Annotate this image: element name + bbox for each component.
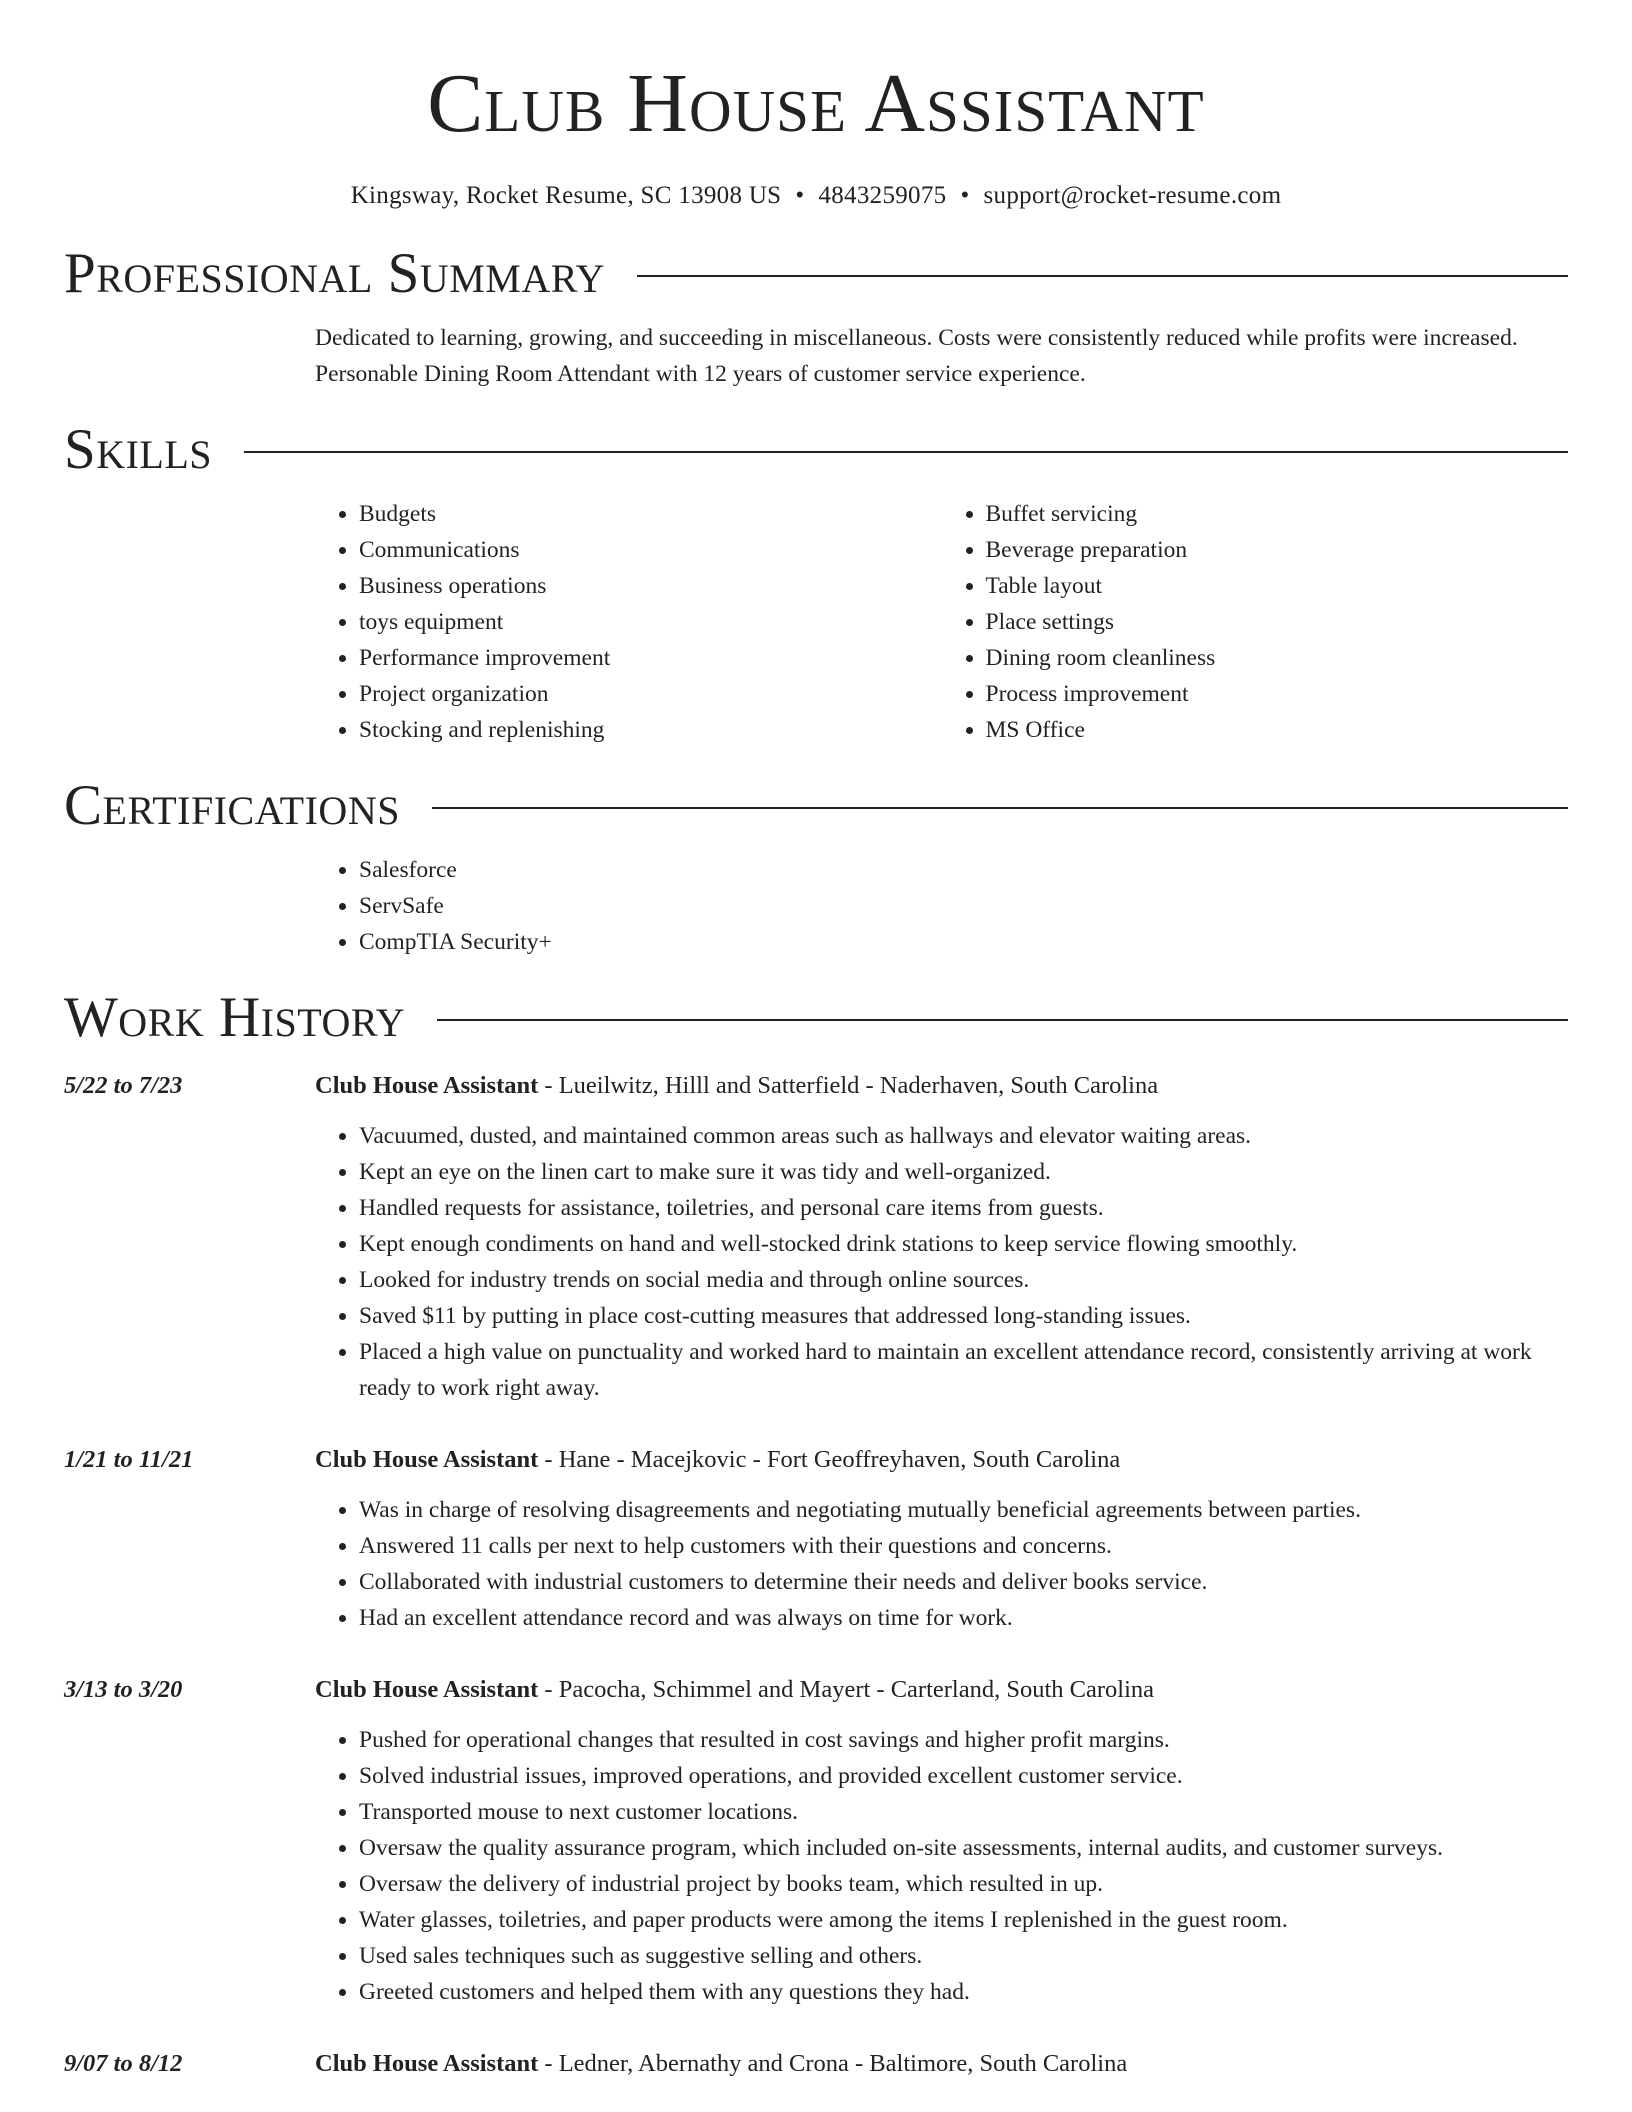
certifications-section-title: Certifications [64, 774, 400, 837]
job-bullet: • Looked for industry trends on social media and through online sources. [359, 1262, 1568, 1298]
skills-list [315, 496, 1568, 748]
job-details: - Hane - Macejkovic - Fort Geoffreyhaven, South Carolina [538, 1446, 1121, 1473]
contact-separator: • [960, 182, 970, 209]
job-entry [64, 1442, 1568, 1636]
skills-left-column [315, 496, 942, 748]
skills-section-title: Skills [64, 418, 213, 481]
skill-item: • Communications [359, 532, 942, 568]
job-bullets [315, 1492, 1568, 1636]
job-bullet: • Water glasses, toiletries, and paper products were among the items I replenished in the guest room. [359, 1902, 1568, 1938]
job-heading [315, 1672, 1154, 1708]
section-divider [244, 451, 1568, 453]
job-heading [315, 1068, 1158, 1104]
job-header [64, 1672, 1568, 1708]
work-section-title: Work History [64, 986, 406, 1049]
job-heading [315, 2046, 1127, 2082]
contact-email: support@rocket-resume.com [983, 182, 1282, 209]
section-divider [437, 1019, 1568, 1021]
job-header [64, 1068, 1568, 1104]
job-header [64, 2046, 1568, 2082]
certification-item: • CompTIA Security+ [359, 924, 1568, 960]
skill-item: • toys equipment [359, 604, 942, 640]
job-bullet: • Was in charge of resolving disagreements and negotiating mutually beneficial agreements between parties. [359, 1492, 1568, 1528]
job-bullet: • Kept enough condiments on hand and well-stocked drink stations to keep service flowing smoothly. [359, 1226, 1568, 1262]
job-details: - Pacocha, Schimmel and Mayert - Carterland, South Carolina [538, 1676, 1155, 1703]
skill-item: • Performance improvement [359, 640, 942, 676]
job-bullet: • Oversaw the delivery of industrial project by books team, which resulted in up. [359, 1866, 1568, 1902]
job-bullet: • Used sales techniques such as suggestive selling and others. [359, 1938, 1568, 1974]
section-divider [432, 807, 1568, 809]
job-title: Club House Assistant [315, 1676, 539, 1703]
job-entry [64, 1672, 1568, 2010]
job-bullet: • Kept an eye on the linen cart to make sure it was tidy and well-organized. [359, 1154, 1568, 1190]
work-section-header [64, 986, 1568, 1050]
job-bullet: • Oversaw the quality assurance program, which included on-site assessments, internal audits, and customer surveys. [359, 1830, 1568, 1866]
skill-item: • Place settings [986, 604, 1569, 640]
job-bullet: • Answered 11 calls per next to help customers with their questions and concerns. [359, 1528, 1568, 1564]
job-bullet: • Placed a high value on punctuality and worked hard to maintain an excellent attendance record, consistently arriving at work ready to work right away. [359, 1334, 1568, 1406]
job-bullet: • Handled requests for assistance, toiletries, and personal care items from guests. [359, 1190, 1568, 1226]
job-bullet: • Saved $11 by putting in place cost-cutting measures that addressed long-standing issues. [359, 1298, 1568, 1334]
skill-item: • Beverage preparation [986, 532, 1569, 568]
job-bullet: • Pushed for operational changes that resulted in cost savings and higher profit margins. [359, 1722, 1568, 1758]
skill-item: • Table layout [986, 568, 1569, 604]
job-bullet: • Collaborated with industrial customers to determine their needs and deliver books service. [359, 1564, 1568, 1600]
job-bullet: • Transported mouse to next customer locations. [359, 1794, 1568, 1830]
skills-right-column [942, 496, 1569, 748]
skill-item: • Business operations [359, 568, 942, 604]
certification-item: • ServSafe [359, 888, 1568, 924]
job-details: - Lueilwitz, Hilll and Satterfield - Naderhaven, South Carolina [538, 1072, 1159, 1099]
resume-name: Club House Assistant [427, 57, 1205, 150]
summary-section-title: Professional Summary [64, 242, 606, 305]
skill-item: • Budgets [359, 496, 942, 532]
job-bullets [315, 1118, 1568, 1406]
job-dates: 1/21 to 11/21 [64, 1446, 194, 1473]
certifications-section-header [64, 774, 1568, 838]
summary-section-header [64, 242, 1568, 306]
contact-separator: • [795, 182, 805, 209]
skill-item: • Stocking and replenishing [359, 712, 942, 748]
job-title: Club House Assistant [315, 2050, 539, 2077]
job-title: Club House Assistant [315, 1072, 539, 1099]
skill-item: • Buffet servicing [986, 496, 1569, 532]
job-dates: 5/22 to 7/23 [64, 1072, 183, 1099]
job-heading [315, 1442, 1120, 1478]
job-title: Club House Assistant [315, 1446, 539, 1473]
certifications-items [315, 852, 1568, 960]
skills-section-header [64, 418, 1568, 482]
job-bullet: • Greeted customers and helped them with any questions they had. [359, 1974, 1568, 2010]
summary-text: Dedicated to learning, growing, and succeeding in miscellaneous. Costs were consistently reduced while profits were increased. Personable Dining Room Attendant with 12 years of customer service experience. [315, 325, 1518, 387]
job-entry [64, 1068, 1568, 1406]
contact-phone: 4843259075 [818, 182, 947, 209]
job-dates: 9/07 to 8/12 [64, 2050, 183, 2077]
job-header [64, 1442, 1568, 1478]
skill-item: • MS Office [986, 712, 1569, 748]
job-details: - Ledner, Abernathy and Crona - Baltimore, South Carolina [538, 2050, 1128, 2077]
skill-item: • Project organization [359, 676, 942, 712]
contact-address: Kingsway, Rocket Resume, SC 13908 US [350, 182, 782, 209]
skill-item: • Dining room cleanliness [986, 640, 1569, 676]
certification-item: • Salesforce [359, 852, 1568, 888]
job-bullet: • Solved industrial issues, improved operations, and provided excellent customer service. [359, 1758, 1568, 1794]
job-bullet: • Vacuumed, dusted, and maintained common areas such as hallways and elevator waiting areas. [359, 1118, 1568, 1154]
skill-item: • Process improvement [986, 676, 1569, 712]
job-entry [64, 2046, 1568, 2082]
job-bullets [315, 1722, 1568, 2010]
section-divider [637, 275, 1568, 277]
contact-line [64, 180, 1568, 212]
job-bullet: • Had an excellent attendance record and was always on time for work. [359, 1600, 1568, 1636]
job-dates: 3/13 to 3/20 [64, 1676, 183, 1703]
certifications-list [315, 852, 1568, 960]
